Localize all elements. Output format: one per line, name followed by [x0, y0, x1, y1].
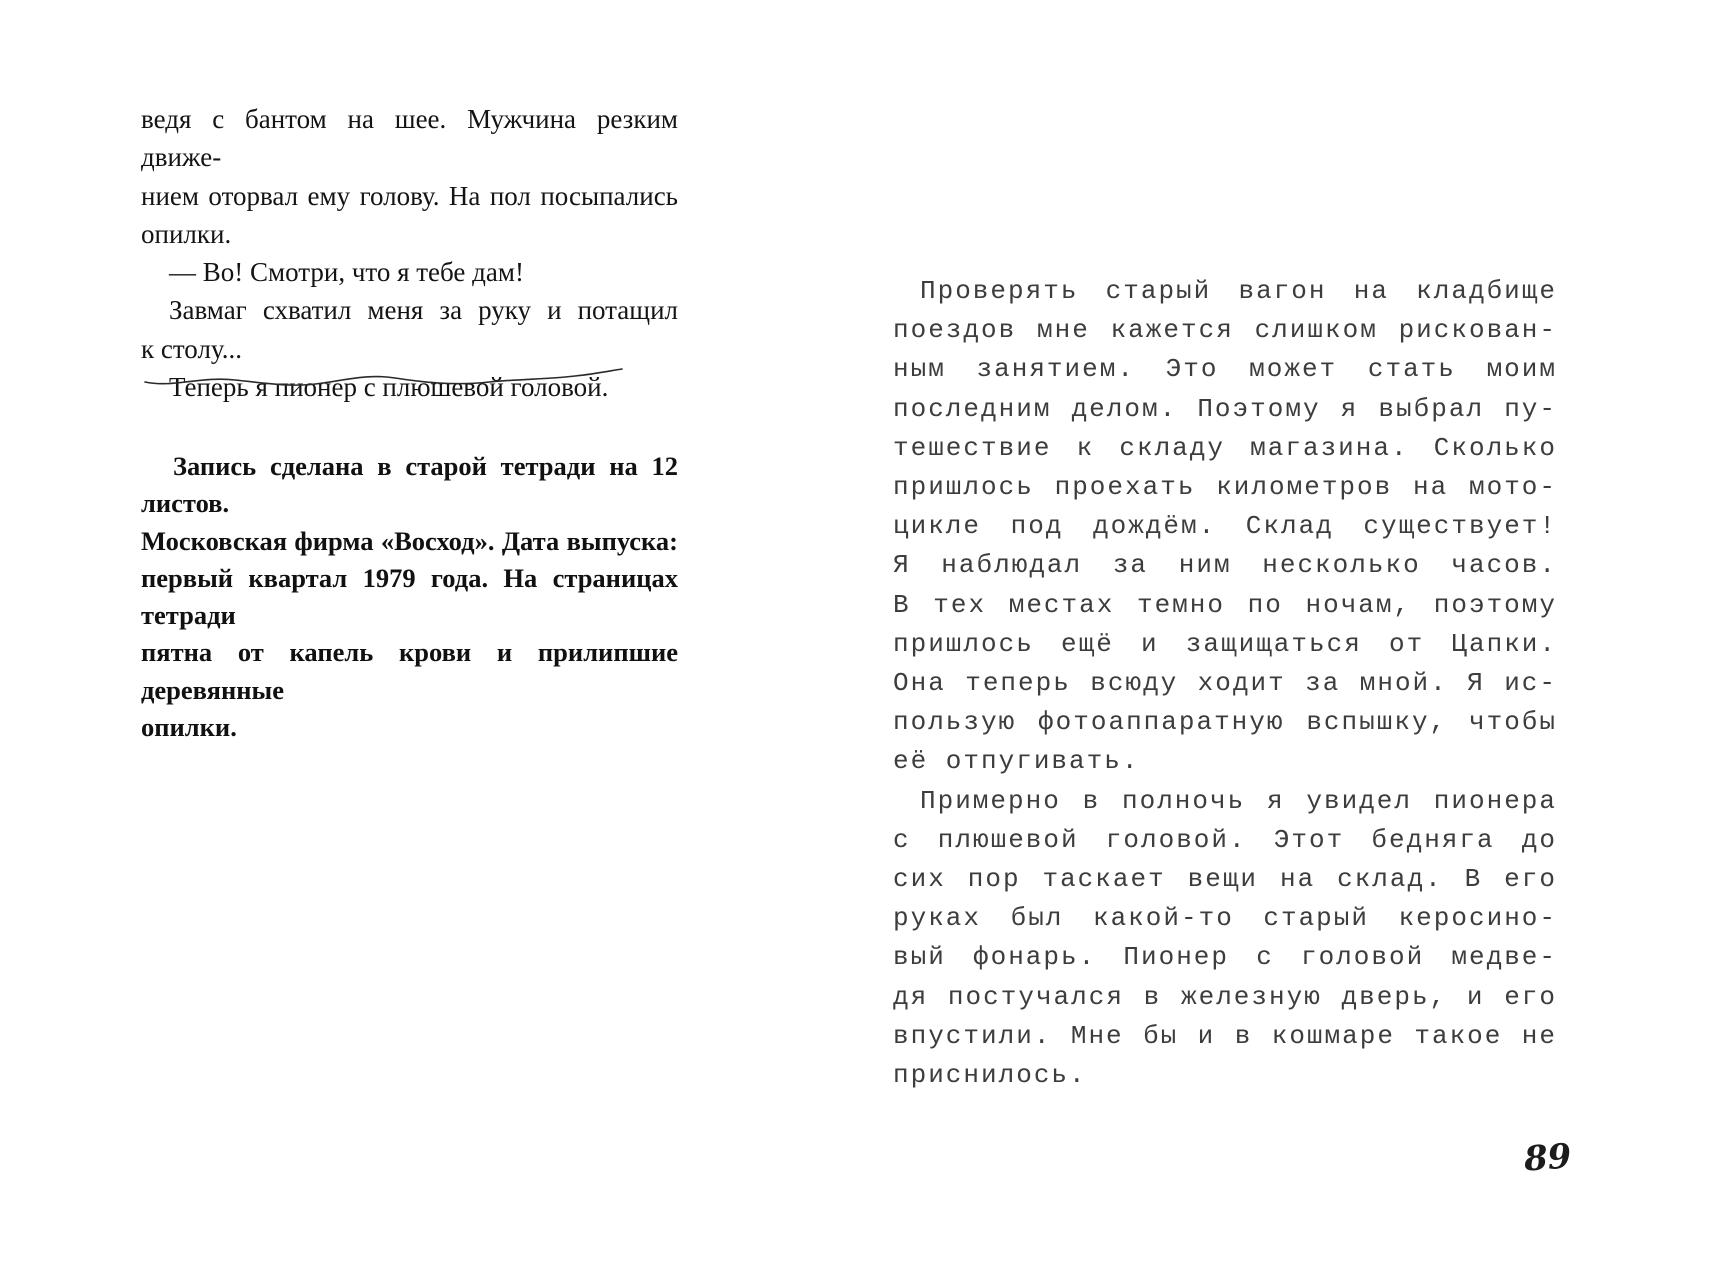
- text-line: сих пор таскает вещи на склад. В его: [893, 864, 1557, 895]
- text-line: Завмаг схватил меня за руку и потащил: [169, 295, 678, 326]
- text-line: пятна от капель крови и прилипшие деревянные: [141, 637, 678, 705]
- text-line: вый фонарь. Пионер с головой медве-: [893, 942, 1557, 973]
- text-line: опилки.: [141, 218, 232, 249]
- text-line: пользую фотоаппаратную вспышку, чтобы: [893, 707, 1557, 738]
- text-line: ведя с бантом на шее. Мужчина резким движе-: [141, 104, 678, 173]
- text-line: первый квартал 1979 года. На страницах тетради: [141, 562, 678, 631]
- text-line: пришлось проехать километров на мото-: [893, 472, 1557, 503]
- text-line: цикле под дождём. Склад существует!: [893, 511, 1557, 542]
- text-line: к столу...: [141, 333, 242, 364]
- text-line: Теперь я пионер с плюшевой головой.: [169, 372, 609, 403]
- text-line: пришлось ещё и защищаться от Цапки.: [893, 628, 1557, 659]
- text-line: тешествие к складу магазина. Сколько: [893, 432, 1557, 463]
- text-line: последним делом. Поэтому я выбрал пу-: [893, 393, 1557, 424]
- text-line: её отпугивать.: [893, 746, 1140, 777]
- text-line: Я наблюдал за ним несколько часов.: [893, 550, 1557, 581]
- text-line: руках был какой-то старый керосино-: [893, 903, 1557, 934]
- text-line: Примерно в полночь я увидел пионера: [920, 785, 1557, 816]
- text-line: — Во! Смотри, что я тебе дам!: [169, 257, 524, 288]
- text-line: Запись сделана в старой тетради на 12 листов.: [141, 451, 678, 519]
- right-page-typewriter-text: [893, 272, 1557, 1095]
- text-line: дя постучался в железную дверь, и его: [893, 981, 1557, 1012]
- text-line: Она теперь всюду ходит за мной. Я ис-: [893, 668, 1557, 699]
- text-line: В тех местах темно по ночам, поэтому: [893, 589, 1557, 620]
- text-line: нием оторвал ему голову. На пол посыпались: [141, 180, 678, 211]
- text-line: Проверять старый вагон на кладбище: [920, 276, 1557, 306]
- page-number: 89: [1522, 1136, 1573, 1180]
- text-line: приснилось.: [893, 1060, 1087, 1091]
- wavy-underline: [143, 366, 625, 392]
- text-line: Московская фирма «Восход». Дата выпуска:: [141, 525, 678, 556]
- text-line: опилки.: [141, 712, 237, 743]
- text-line: ным занятием. Это может стать моим: [893, 354, 1557, 385]
- text-line: с плюшевой головой. Этот бедняга до: [893, 824, 1557, 855]
- left-page-body-text: [141, 100, 678, 406]
- left-page-bold-note: [141, 448, 678, 746]
- text-line: впустили. Мне бы и в кошмаре такое не: [893, 1020, 1557, 1051]
- text-line: поездов мне кажется слишком рискован-: [893, 315, 1557, 346]
